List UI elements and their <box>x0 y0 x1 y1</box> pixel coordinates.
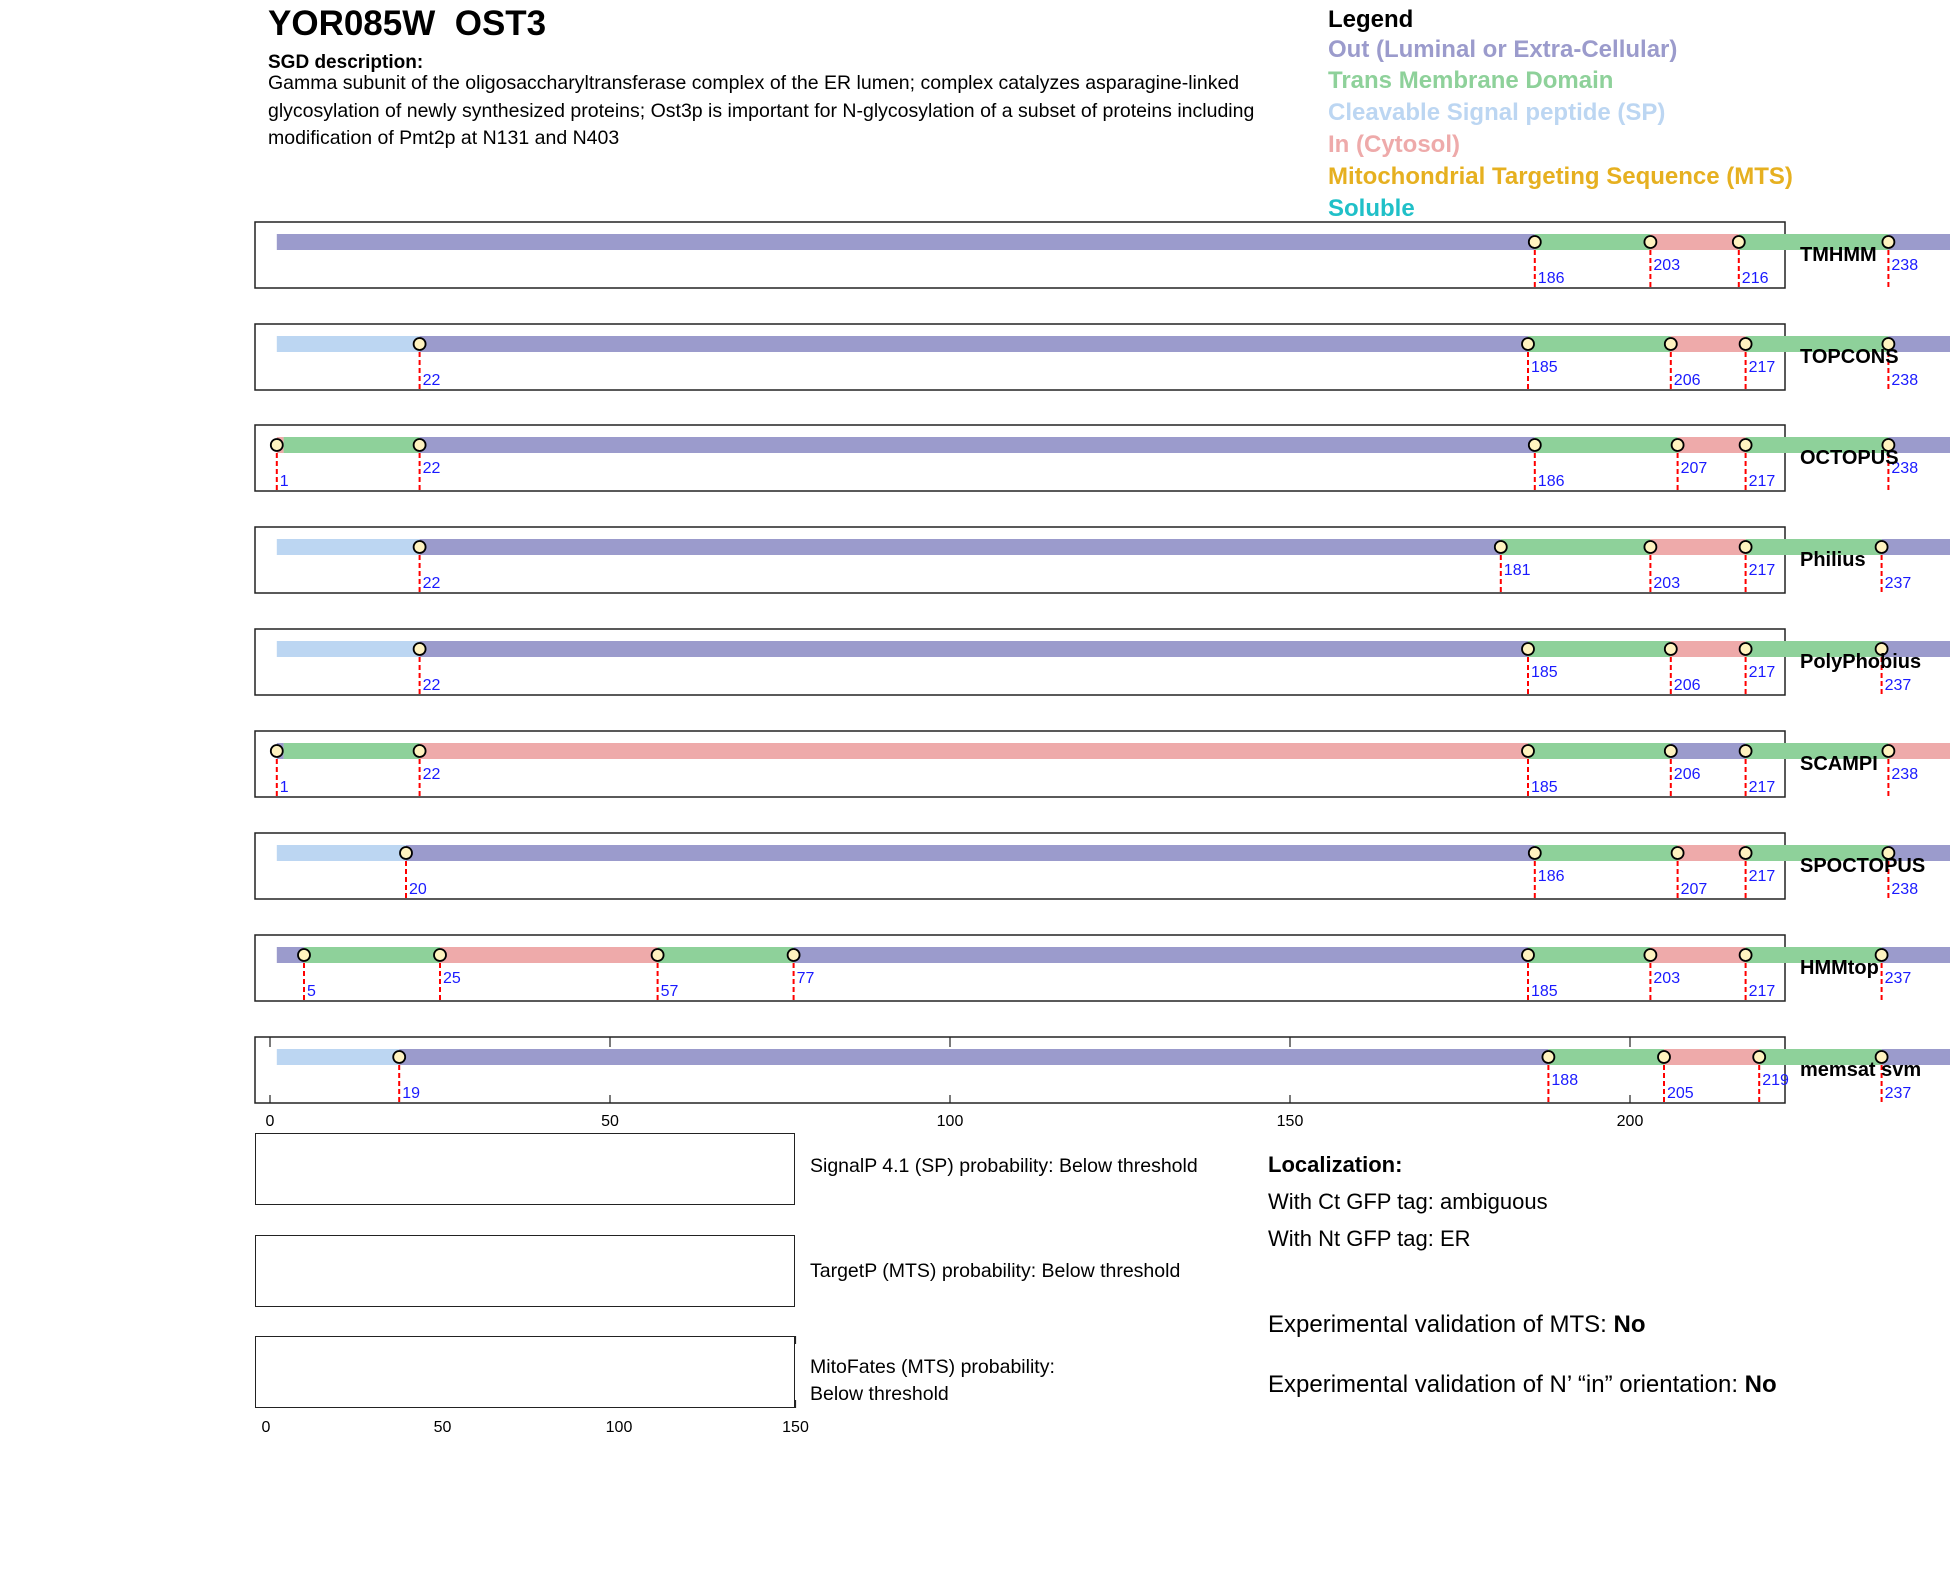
legend-item-in: In (Cytosol) <box>1328 131 1460 158</box>
segment-philius-2 <box>1501 539 1651 555</box>
legend-item-tm: Trans Membrane Domain <box>1328 67 1614 94</box>
prob-x-tick-label-2: 100 <box>605 1419 633 1436</box>
sgd-description-text: Gamma subunit of the oligosaccharyltransferase complex of the ER lumen; complex catalyzes asparagine-linked glycosylation of newly synthesized proteins; Ost3p is important for N-glycosylation of a subset of proteins including modification of Pmt2p at N131 and N403 <box>268 72 1255 149</box>
track-name-spoctopus: SPOCTOPUS <box>1800 855 1926 877</box>
marker-label-hmmtop-1: 25 <box>443 970 461 987</box>
marker-label-memsat-svm-2: 205 <box>1667 1085 1694 1102</box>
marker-point-philius-0 <box>414 541 426 553</box>
marker-label-polyphobius-4: 237 <box>1884 677 1912 694</box>
track-name-philius: Philius <box>1800 549 1866 571</box>
marker-label-hmmtop-4: 185 <box>1531 983 1558 1000</box>
segment-octopus-1 <box>284 437 420 453</box>
experimental-mts-label: Experimental validation of MTS: <box>1268 1311 1614 1338</box>
marker-point-polyphobius-2 <box>1665 643 1677 655</box>
marker-label-scampi-5: 238 <box>1891 766 1919 783</box>
signalp-plot-box <box>255 1133 795 1205</box>
marker-point-memsat-svm-0 <box>393 1051 405 1063</box>
marker-point-memsat-svm-3 <box>1753 1051 1765 1063</box>
segment-hmmtop-3 <box>658 947 794 963</box>
marker-label-spoctopus-3: 217 <box>1748 868 1776 885</box>
marker-point-hmmtop-5 <box>1644 949 1656 961</box>
segment-tmhmm-0 <box>277 234 1535 250</box>
track-box-memsat-svm <box>255 1037 1785 1103</box>
marker-point-hmmtop-3 <box>788 949 800 961</box>
marker-label-hmmtop-0: 5 <box>307 983 316 1000</box>
prob-x-tick-label-3: 150 <box>782 1419 809 1436</box>
segment-scampi-3 <box>1528 743 1671 759</box>
marker-point-octopus-0 <box>271 439 283 451</box>
targetp-plot-box <box>255 1235 795 1307</box>
marker-label-scampi-3: 206 <box>1673 766 1701 783</box>
marker-point-topcons-2 <box>1665 338 1677 350</box>
x-tick-label-4: 200 <box>1616 1113 1644 1130</box>
marker-label-scampi-0: 1 <box>279 779 289 796</box>
marker-point-octopus-4 <box>1740 439 1752 451</box>
marker-point-octopus-2 <box>1529 439 1541 451</box>
marker-point-scampi-0 <box>271 745 283 757</box>
segment-hmmtop-4 <box>794 947 1528 963</box>
legend-item-mts: Mitochondrial Targeting Sequence (MTS) <box>1328 163 1793 190</box>
marker-label-octopus-3: 207 <box>1680 460 1708 477</box>
segment-polyphobius-0 <box>277 641 420 657</box>
marker-label-spoctopus-4: 238 <box>1891 881 1919 898</box>
segment-polyphobius-3 <box>1671 641 1746 657</box>
marker-label-octopus-0: 1 <box>279 473 289 490</box>
segment-topcons-0 <box>277 336 420 352</box>
experimental-n-in <box>1268 1371 1777 1399</box>
track-box-spoctopus <box>255 833 1785 899</box>
marker-point-tmhmm-3 <box>1882 236 1894 248</box>
track-box-philius <box>255 527 1785 593</box>
marker-point-topcons-3 <box>1740 338 1752 350</box>
marker-point-scampi-1 <box>414 745 426 757</box>
marker-label-octopus-5: 238 <box>1891 460 1919 477</box>
marker-label-spoctopus-2: 207 <box>1680 881 1708 898</box>
marker-point-memsat-svm-2 <box>1658 1051 1670 1063</box>
experimental-mts <box>1268 1311 1645 1339</box>
marker-point-topcons-0 <box>414 338 426 350</box>
marker-point-philius-1 <box>1495 541 1507 553</box>
segment-memsat-svm-0 <box>277 1049 399 1065</box>
marker-point-topcons-1 <box>1522 338 1534 350</box>
track-name-topcons: TOPCONS <box>1800 346 1899 368</box>
experimental-mts-value: No <box>1613 1311 1646 1338</box>
marker-label-topcons-3: 217 <box>1748 359 1776 376</box>
marker-label-scampi-2: 185 <box>1531 779 1558 796</box>
x-tick-label-2: 100 <box>936 1113 964 1130</box>
marker-label-topcons-1: 185 <box>1531 359 1558 376</box>
marker-label-philius-2: 203 <box>1653 575 1681 592</box>
segment-philius-0 <box>277 539 420 555</box>
marker-label-topcons-2: 206 <box>1673 372 1701 389</box>
segment-scampi-2 <box>420 743 1528 759</box>
sgd-description-label: SGD description: <box>268 52 424 73</box>
page-title: YOR085W OST3 <box>268 4 547 43</box>
segment-hmmtop-2 <box>440 947 658 963</box>
marker-label-octopus-1: 22 <box>422 460 441 477</box>
marker-label-spoctopus-0: 20 <box>409 881 427 898</box>
legend-title: Legend <box>1328 6 1414 33</box>
track-name-polyphobius: PolyPhobius <box>1800 651 1922 673</box>
marker-point-polyphobius-3 <box>1740 643 1752 655</box>
mitofates-plot-box <box>255 1336 795 1408</box>
marker-point-scampi-4 <box>1740 745 1752 757</box>
marker-point-hmmtop-6 <box>1740 949 1752 961</box>
marker-label-scampi-1: 22 <box>422 766 441 783</box>
legend-item-soluble: Soluble <box>1328 195 1415 222</box>
localization-nt: With Nt GFP tag: ER <box>1268 1226 1471 1251</box>
marker-point-hmmtop-4 <box>1522 949 1534 961</box>
segment-polyphobius-1 <box>420 641 1528 657</box>
segment-spoctopus-1 <box>406 845 1535 861</box>
segment-octopus-2 <box>420 437 1535 453</box>
segment-spoctopus-0 <box>277 845 406 861</box>
localization-title: Localization: <box>1268 1152 1403 1177</box>
segment-scampi-1 <box>284 743 420 759</box>
marker-label-octopus-4: 217 <box>1748 473 1776 490</box>
segment-topcons-2 <box>1528 336 1671 352</box>
localization-ct: With Ct GFP tag: ambiguous <box>1268 1189 1548 1214</box>
marker-label-tmhmm-2: 216 <box>1741 270 1769 287</box>
marker-label-topcons-4: 238 <box>1891 372 1919 389</box>
segment-scampi-4 <box>1671 743 1746 759</box>
segment-spoctopus-2 <box>1535 845 1678 861</box>
segment-scampi-6 <box>1888 743 1950 759</box>
signalp-probability-label: SignalP 4.1 (SP) probability: Below threshold <box>810 1155 1198 1177</box>
marker-point-scampi-5 <box>1882 745 1894 757</box>
mitofates-probability-label: MitoFates (MTS) probability: Below threshold <box>810 1356 1055 1405</box>
marker-label-tmhmm-0: 186 <box>1537 270 1565 287</box>
marker-point-polyphobius-0 <box>414 643 426 655</box>
segment-philius-5 <box>1882 539 1950 555</box>
marker-label-philius-0: 22 <box>422 575 441 592</box>
marker-point-tmhmm-2 <box>1733 236 1745 248</box>
segment-hmmtop-1 <box>304 947 440 963</box>
marker-point-scampi-3 <box>1665 745 1677 757</box>
marker-point-octopus-3 <box>1672 439 1684 451</box>
segment-hmmtop-5 <box>1528 947 1650 963</box>
marker-point-hmmtop-0 <box>298 949 310 961</box>
marker-point-spoctopus-1 <box>1529 847 1541 859</box>
marker-point-philius-4 <box>1876 541 1888 553</box>
marker-label-topcons-0: 22 <box>422 372 441 389</box>
marker-label-tmhmm-3: 238 <box>1891 257 1919 274</box>
segment-spoctopus-3 <box>1678 845 1746 861</box>
segment-philius-3 <box>1650 539 1745 555</box>
segment-hmmtop-6 <box>1650 947 1745 963</box>
marker-label-polyphobius-1: 185 <box>1531 664 1558 681</box>
experimental-n-in-value: No <box>1744 1371 1777 1398</box>
marker-point-spoctopus-3 <box>1740 847 1752 859</box>
segment-octopus-3 <box>1535 437 1678 453</box>
marker-label-philius-3: 217 <box>1748 562 1776 579</box>
marker-label-hmmtop-6: 217 <box>1748 983 1776 1000</box>
track-name-tmhmm: TMHMM <box>1800 244 1877 266</box>
marker-point-polyphobius-1 <box>1522 643 1534 655</box>
segment-topcons-3 <box>1671 336 1746 352</box>
marker-label-tmhmm-1: 203 <box>1653 257 1681 274</box>
prob-x-tick-label-0: 0 <box>261 1419 271 1436</box>
marker-label-scampi-4: 217 <box>1748 779 1776 796</box>
marker-point-octopus-1 <box>414 439 426 451</box>
marker-label-hmmtop-3: 77 <box>796 970 815 987</box>
prob-x-tick-label-1: 50 <box>433 1419 452 1436</box>
segment-topcons-1 <box>420 336 1528 352</box>
track-name-memsat-svm: memsat svm <box>1800 1059 1922 1081</box>
x-tick-label-3: 150 <box>1276 1113 1304 1130</box>
marker-point-philius-2 <box>1644 541 1656 553</box>
marker-label-memsat-svm-4: 237 <box>1884 1085 1912 1102</box>
segment-memsat-svm-2 <box>1548 1049 1664 1065</box>
marker-label-memsat-svm-0: 19 <box>402 1085 420 1102</box>
marker-point-tmhmm-1 <box>1644 236 1656 248</box>
marker-label-philius-1: 181 <box>1503 562 1531 579</box>
marker-label-philius-4: 237 <box>1884 575 1912 592</box>
marker-point-tmhmm-0 <box>1529 236 1541 248</box>
marker-point-scampi-2 <box>1522 745 1534 757</box>
segment-octopus-4 <box>1678 437 1746 453</box>
marker-point-spoctopus-0 <box>400 847 412 859</box>
marker-label-polyphobius-2: 206 <box>1673 677 1701 694</box>
marker-label-memsat-svm-3: 219 <box>1762 1072 1789 1089</box>
legend-item-out: Out (Luminal or Extra-Cellular) <box>1328 36 1678 63</box>
marker-label-spoctopus-1: 186 <box>1537 868 1565 885</box>
x-tick-label-1: 50 <box>601 1113 619 1130</box>
segment-polyphobius-2 <box>1528 641 1671 657</box>
segment-memsat-svm-1 <box>399 1049 1548 1065</box>
segment-tmhmm-1 <box>1535 234 1651 250</box>
marker-point-hmmtop-1 <box>434 949 446 961</box>
segment-memsat-svm-3 <box>1664 1049 1759 1065</box>
marker-point-spoctopus-2 <box>1672 847 1684 859</box>
track-name-octopus: OCTOPUS <box>1800 447 1899 469</box>
segment-hmmtop-8 <box>1882 947 1950 963</box>
track-box-topcons <box>255 324 1785 390</box>
marker-point-philius-3 <box>1740 541 1752 553</box>
marker-label-hmmtop-7: 237 <box>1884 970 1912 987</box>
marker-point-hmmtop-2 <box>652 949 664 961</box>
track-name-scampi: SCAMPI <box>1800 753 1878 775</box>
track-box-polyphobius <box>255 629 1785 695</box>
marker-label-memsat-svm-1: 188 <box>1551 1072 1579 1089</box>
marker-label-hmmtop-2: 57 <box>660 983 679 1000</box>
segment-tmhmm-4 <box>1888 234 1950 250</box>
marker-label-hmmtop-5: 203 <box>1653 970 1681 987</box>
targetp-probability-label: TargetP (MTS) probability: Below threshold <box>810 1260 1181 1282</box>
track-name-hmmtop: HMMtop <box>1800 957 1879 979</box>
x-tick-label-0: 0 <box>265 1113 275 1130</box>
marker-label-polyphobius-3: 217 <box>1748 664 1776 681</box>
segment-tmhmm-2 <box>1650 234 1738 250</box>
marker-label-polyphobius-0: 22 <box>422 677 441 694</box>
legend-item-sp: Cleavable Signal peptide (SP) <box>1328 99 1666 126</box>
marker-label-octopus-2: 186 <box>1537 473 1565 490</box>
marker-point-memsat-svm-1 <box>1542 1051 1554 1063</box>
segment-philius-1 <box>420 539 1501 555</box>
experimental-n-in-label: Experimental validation of N’ “in” orientation: <box>1268 1371 1745 1398</box>
